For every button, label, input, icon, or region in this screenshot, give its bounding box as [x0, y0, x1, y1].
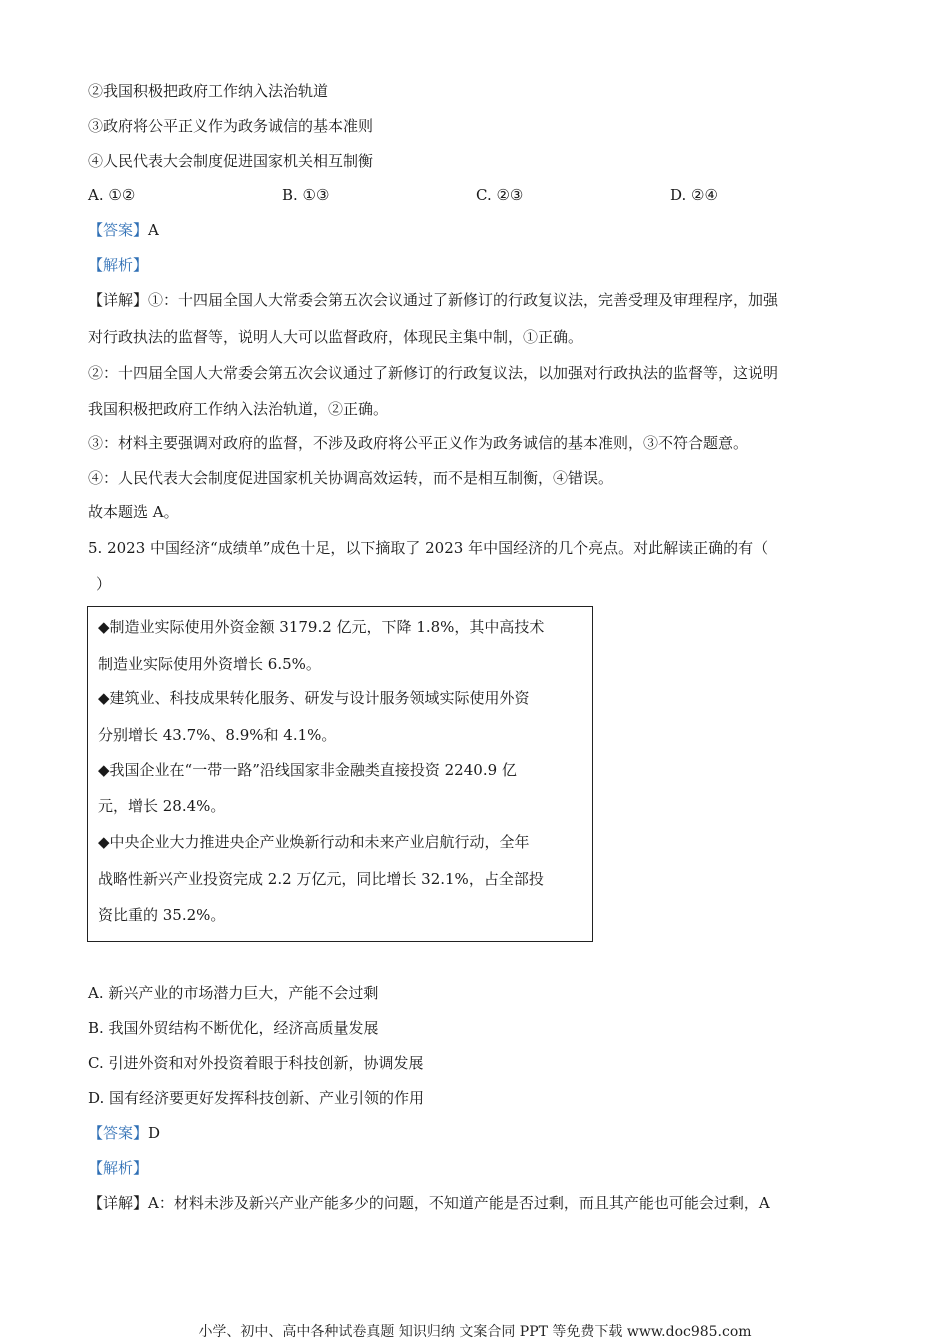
- q4-detail-line-6: ④：人民代表大会制度促进国家机关协调高效运转，而不是相互制衡，④错误。: [88, 469, 614, 487]
- q4-detail-line-2: 对行政执法的监督等，说明人大可以监督政府，体现民主集中制，①正确。: [88, 328, 584, 346]
- box-line-8: 战略性新兴产业投资完成 2.2 万亿元，同比增长 32.1%，占全部投: [98, 870, 544, 888]
- box-line-3: ◆建筑业、科技成果转化服务、研发与设计服务领域实际使用外资: [98, 689, 530, 707]
- q4-detail-line-1: [88, 289, 778, 311]
- q4-analysis-tag: 【解析】: [88, 256, 149, 274]
- q4-detail-line-5: ③：材料主要强调对政府的监督，不涉及政府将公平正义作为政务诚信的基本准则，③不符合题意。: [88, 434, 749, 452]
- q5-stem-close: ）: [96, 575, 112, 593]
- q4-option-a: A. ①②: [88, 186, 136, 204]
- q4-option-d: D. ②④: [670, 186, 718, 204]
- answer-value: A: [148, 221, 159, 239]
- box-line-2: 制造业实际使用外资增长 6.5%。: [98, 655, 321, 673]
- q5-option-b: B. 我国外贸结构不断优化，经济高质量发展: [88, 1019, 379, 1037]
- detail-text: ①：十四届全国人大常委会第五次会议通过了新修订的行政复议法，完善受理及审理程序，加强: [148, 291, 779, 309]
- answer-value: D: [148, 1124, 161, 1142]
- q5-stem: 5. 2023 中国经济“成绩单”成色十足，以下摘取了 2023 年中国经济的几个亮点。对此解读正确的有（: [88, 539, 769, 557]
- q4-detail-line-4: 我国积极把政府工作纳入法治轨道，②正确。: [88, 400, 389, 418]
- q5-answer: [88, 1122, 160, 1144]
- q4-detail-line-3: ②：十四届全国人大常委会第五次会议通过了新修订的行政复议法，以加强对行政执法的监督等，这说明: [88, 364, 779, 382]
- q4-statement-4: ④人民代表大会制度促进国家机关相互制衡: [88, 152, 374, 170]
- q4-answer: [88, 219, 159, 241]
- q5-detail-line-1: [88, 1192, 770, 1214]
- box-line-7: ◆中央企业大力推进央企产业焕新行动和未来产业启航行动，全年: [98, 833, 530, 851]
- q5-option-c: C. 引进外资和对外投资着眼于科技创新，协调发展: [88, 1054, 424, 1072]
- box-line-5: ◆我国企业在“一带一路”沿线国家非金融类直接投资 2240.9 亿: [98, 761, 517, 779]
- detail-tag: 【详解】: [88, 291, 149, 309]
- page-footer: 小学、初中、高中各种试卷真题 知识归纳 文案合同 PPT 等免费下载 www.doc985.com: [198, 1324, 752, 1340]
- detail-tag: 【详解】: [88, 1194, 149, 1212]
- q5-option-d: D. 国有经济要更好发挥科技创新、产业引领的作用: [88, 1089, 425, 1107]
- answer-tag: 【答案】: [88, 221, 149, 239]
- q4-option-c: C. ②③: [476, 186, 524, 204]
- q4-statement-3: ③政府将公平正义作为政务诚信的基本准则: [88, 117, 374, 135]
- detail-text: A：材料未涉及新兴产业产能多少的问题，不知道产能是否过剩，而且其产能也可能会过剩，A: [148, 1194, 770, 1212]
- q4-statement-2: ②我国积极把政府工作纳入法治轨道: [88, 82, 329, 100]
- q5-analysis-tag: 【解析】: [88, 1159, 149, 1177]
- q4-option-b: B. ①③: [282, 186, 330, 204]
- box-line-1: ◆制造业实际使用外资金额 3179.2 亿元，下降 1.8%，其中高技术: [98, 618, 545, 636]
- box-line-6: 元，增长 28.4%。: [98, 797, 226, 815]
- q4-conclusion: 故本题选 A。: [88, 503, 179, 521]
- q5-material-box: [87, 606, 593, 942]
- box-line-9: 资比重的 35.2%。: [98, 906, 226, 924]
- q5-option-a: A. 新兴产业的市场潜力巨大，产能不会过剩: [88, 984, 379, 1002]
- box-line-4: 分别增长 43.7%、8.9%和 4.1%。: [98, 726, 337, 744]
- answer-tag: 【答案】: [88, 1124, 149, 1142]
